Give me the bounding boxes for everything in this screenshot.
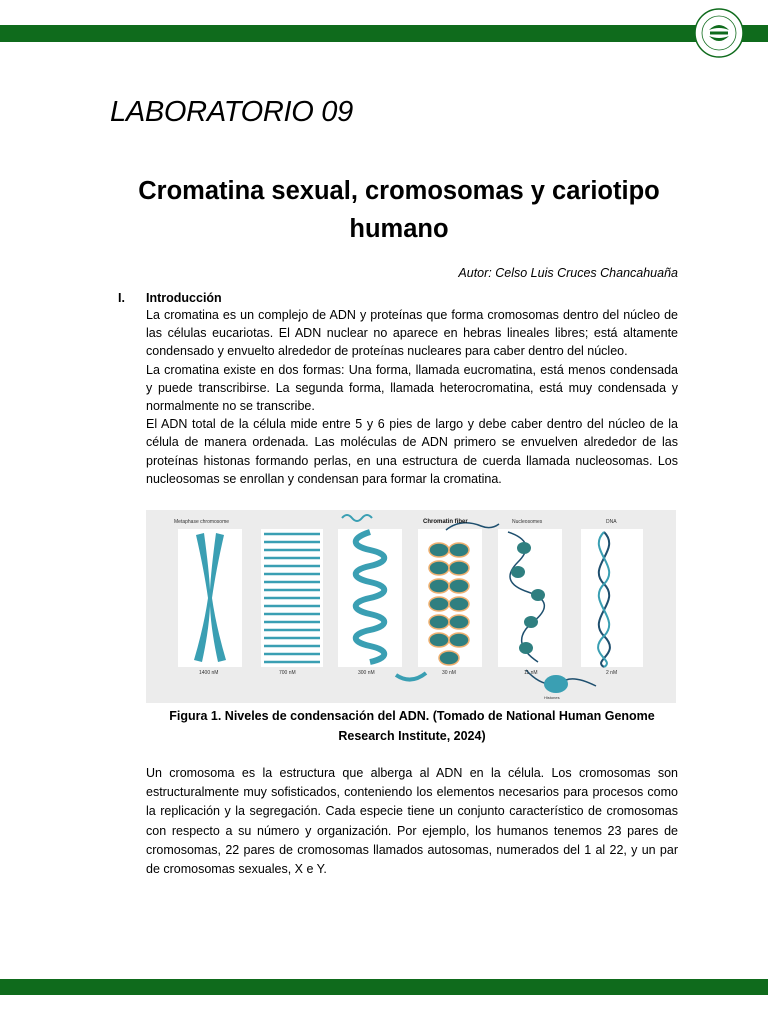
lab-title: LABORATORIO 09 <box>110 96 353 128</box>
intro-paragraph-2: La cromatina existe en dos formas: Una forma, llamada eucromatina, está menos condensada y puede transcribirse. La segunda forma, llamada heterocromatina, está muy condensada y normalmente no se transcribe. <box>146 362 678 414</box>
label-nucleosomes: Nucleosomes <box>512 519 543 525</box>
label-histones: Histones <box>544 695 560 700</box>
scale-1400: 1400 nM <box>199 670 219 676</box>
intro-paragraph-3: El ADN total de la célula mide entre 5 y 6 pies de largo y debe caber dentro del núcleo de la célula de manera ordenada. Las moléculas de ADN primero se envuelven alrededor de las proteínas histonas formando perlas, en una estructura de cuerda llamada nucleosomas. Los nucleosomas se enrollan y condensan para formar la cromatina. <box>146 417 678 486</box>
footer-band <box>0 979 768 995</box>
label-chromatin-fiber: Chromatin fiber <box>423 519 468 525</box>
intro-paragraph-1: La cromatina es un complejo de ADN y proteínas que forma cromosomas dentro del núcleo de las células eucariotas. El ADN nuclear no aparece en hebras lineales libres; está altamente condensado y envuelto alrededor de proteínas nucleares para caber dentro del núcleo. <box>146 308 678 359</box>
page-title: Cromatina sexual, cromosomas y cariotipo humano <box>138 177 660 243</box>
scale-2: 2 nM <box>606 670 618 676</box>
author-line: Autor: Celso Luis Cruces Chancahuaña <box>458 266 678 280</box>
scale-30: 30 nM <box>442 670 456 676</box>
section-title: Introducción <box>146 291 222 305</box>
label-dna: DNA <box>606 519 617 525</box>
header-band <box>0 25 768 42</box>
label-metaphase: Metaphase chromosome <box>174 519 230 525</box>
dna-condensation-figure <box>146 510 676 703</box>
section-number: I. <box>118 291 125 305</box>
scale-700: 700 nM <box>279 670 296 676</box>
scale-300: 300 nM <box>358 670 375 676</box>
scale-11: 11 nM <box>524 670 538 676</box>
figure-caption: Figura 1. Niveles de condensación del ADN. (Tomado de National Human Genome Research Institute, 2024) <box>169 709 655 743</box>
university-seal-icon <box>694 8 744 58</box>
intro-block <box>146 306 678 488</box>
chromosome-paragraph: Un cromosoma es la estructura que alberga al ADN en la célula. Los cromosomas son estructuralmente muy sofisticados, conteniendo los elementos necesarios para procesos como la replicación y la segregación. Cada especie tiene un conjunto característico de cromosomas con respecto a su número y organización. Por ejemplo, los humanos tenemos 23 pares de cromosomas, 22 pares de cromosomas llamados autosomas, numerados del 1 al 22, y un par de cromosomas sexuales, X e Y. <box>146 766 678 877</box>
